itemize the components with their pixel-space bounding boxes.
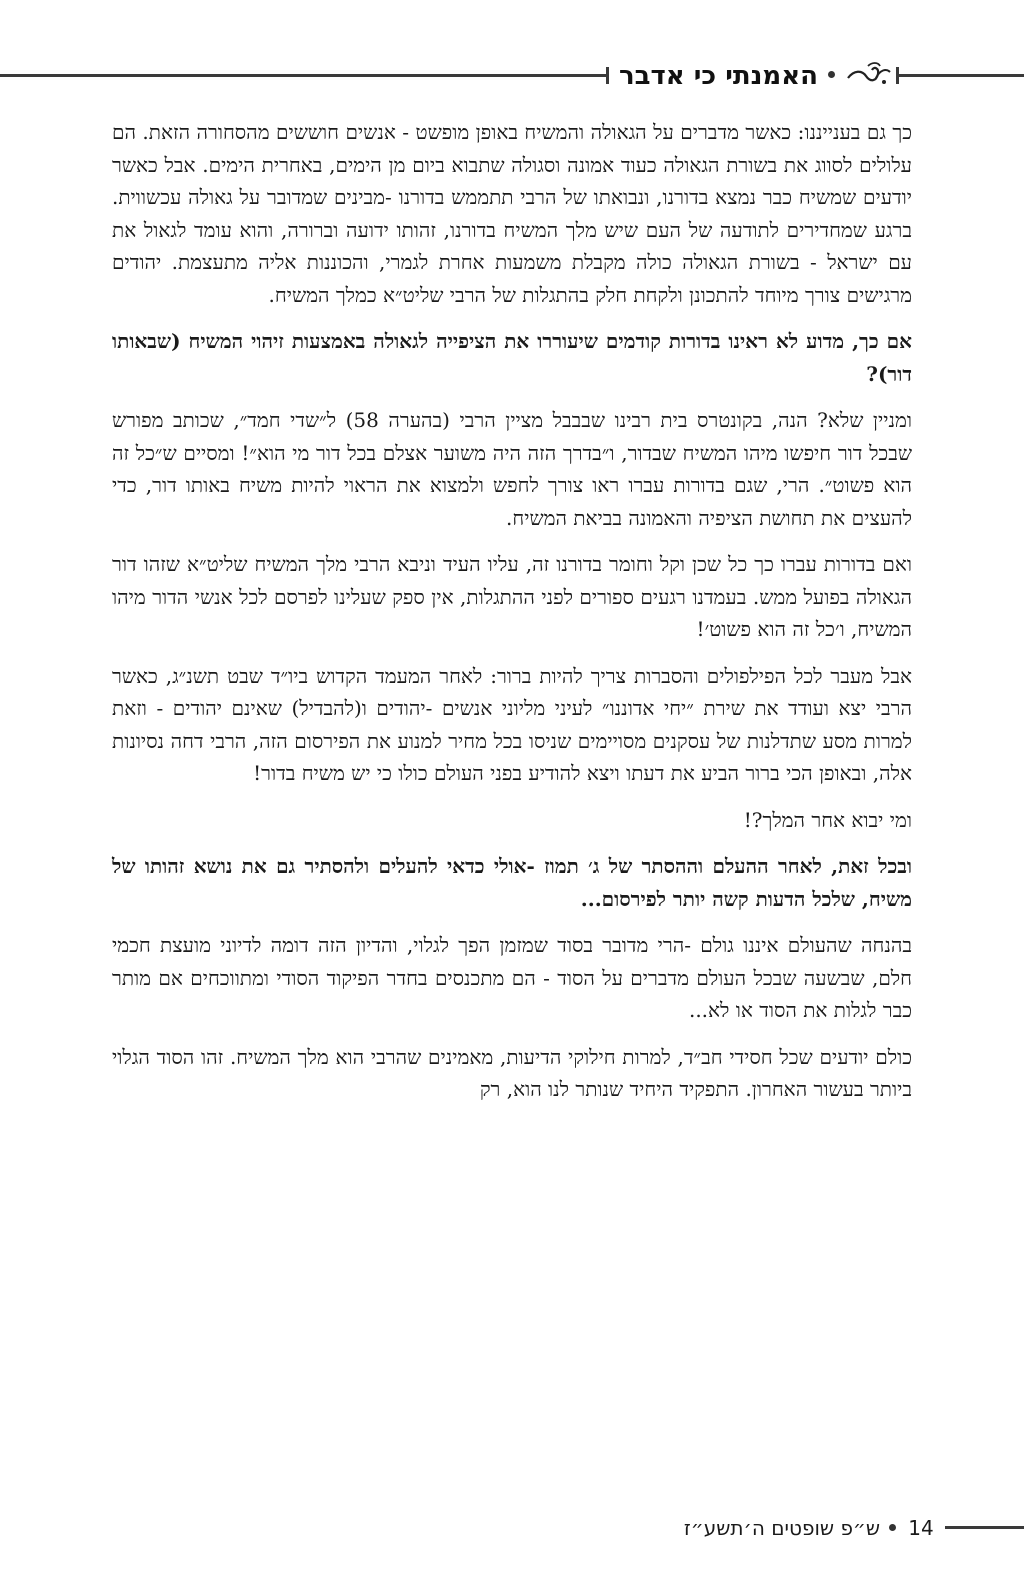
header-rule-left — [0, 74, 606, 77]
footer-rule — [945, 1526, 1024, 1529]
header-separator-dot — [828, 71, 835, 78]
paragraph: בהנחה שהעולם איננו גולם -הרי מדובר בסוד שמזמן הפך לגלוי, והדיון הזה דומה לדיוני מועצת חכמי חלם, שבשעה שבכל העולם מדברים על הסוד - הם מתכנסים בחדר הפיקוד הסודי ומתווכחים אם מותר כבר לגלות את הסוד או לא... — [112, 933, 912, 1022]
running-title: האמנתי כי אדבר — [618, 61, 818, 91]
article-body — [112, 116, 912, 1120]
page-number: 14 — [908, 1516, 934, 1540]
paragraph: ומניין שלא? הנה, בקונטרס בית רבינו שבבבל מציין הרבי (בהערה 58) ל״שדי חמד״, שכותב מפורש שבכל דור חיפשו מיהו המשיח שבדור, ו״בדרך הזה היה משוער אצלם בכל דור מי הוא״! ומסיים ש״כל זה הוא פשוט״. הרי, שגם בדורות עברו ראו צורך לחפש ולמצוא את הראוי להיות משיח באותו דור, כדי להעצים את תחושת הציפיה והאמונה בביאת המשיח. — [112, 408, 912, 530]
paragraph: ומי יבוא אחר המלך?! — [743, 807, 912, 832]
paragraph: ואם בדורות עברו כך כל שכן וקל וחומר בדורנו זה, עליו העיד וניבא הרבי מלך המשיח שליט״א שזהו דור הגאולה בפועל ממש. בעמדנו רגעים ספורים לפני ההתגלות, אין ספק שעלינו לפרסם לכל אנשי הדור מיהו המשיח, ו׳כל זה הוא פשוט׳! — [112, 552, 912, 641]
flourish-icon — [846, 60, 892, 90]
question-paragraph: אם כך, מדוע לא ראינו בדורות קודמים שיעוררו את הציפייה לגאולה באמצעות זיהוי המשיח (שבאותו דור)? — [112, 329, 912, 386]
paragraph: אבל מעבר לכל הפילפולים והסברות צריך להיות ברור: לאחר המעמד הקדוש ביו״ד שבט תשנ״ג, כאשר הרבי יצא ועודד את שירת ״יחי אדוננו״ לעיני מליוני אנשים -יהודים ו(להבדיל) שאינם יהודים - וזאת למרות מסע שתדלנות של עסקנים מסויימים שניסו בכל מחיר למנוע את הפירסום הזה, הרבי דחה נסיונות אלה, ובאופן הכי ברור הביע את דעתו ויצא להודיע בפני העולם כולו כי יש משיח בדור! — [112, 663, 912, 785]
paragraph: כך גם בענייננו: כאשר מדברים על הגאולה והמשיח באופן מופשט - אנשים חוששים מהסחורה הזאת. הם עלולים לסווג את בשורת הגאולה כעוד אמונה וסגולה שתבוא ביום מן הימים, באחרית הימים. אבל כאשר יודעים שמשיח כבר נמצא בדורנו, ונבואתו של הרבי תתממש בדורנו -מבינים שמדובר על גאולה עכשווית. ברגע שמחדירים לתודעה של העם שיש מלך המשיח בדורנו, זהותו ידועה וברורה, והוא עומד לגאול את עם ישראל - בשורת הגאולה כולה מקבלת משמעות אחרת לגמרי, והכוננות אליה מתעצמת. יהודים מרגישים צורך מיוחד להתכונן ולקחת חלק בהתגלות של הרבי שליט״א כמלך המשיח. — [112, 120, 912, 307]
paragraph: כולם יודעים שכל חסידי חב״ד, למרות חילוקי הדיעות, מאמינים שהרבי הוא מלך המשיח. זהו הסוד הגלוי ביותר בעשור האחרון. התפקיד היחיד שנותר לנו הוא, רק — [112, 1044, 912, 1101]
footer-separator-dot — [889, 1524, 896, 1531]
header-rule-left-cap — [606, 67, 609, 84]
question-paragraph: ובכל זאת, לאחר ההעלם וההסתר של ג׳ תמוז -אולי כדאי להעלים ולהסתיר גם את נושא זהותו של משיח, שלכל הדעות קשה יותר לפירסום... — [112, 854, 912, 911]
header-rule-right — [898, 74, 1024, 77]
issue-label: ש״פ שופטים ה׳תשע״ז — [683, 1516, 880, 1540]
page-footer — [0, 1508, 1024, 1548]
running-header — [0, 54, 1024, 98]
